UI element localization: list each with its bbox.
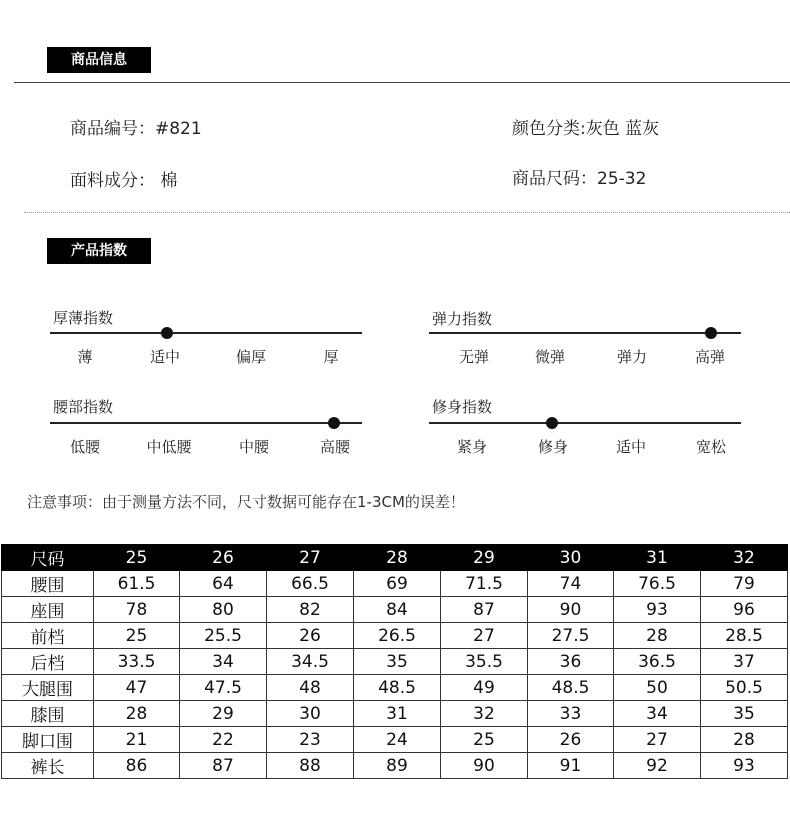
scale-label: 弹力: [616, 348, 647, 366]
scale-label: 微弹: [534, 348, 565, 366]
measure-value-cell: 25.5: [180, 623, 267, 649]
measure-value-cell: 86: [94, 753, 180, 779]
scale-line: [50, 422, 362, 424]
scale-label: 适中: [149, 348, 180, 366]
scale-label: 修身: [537, 438, 568, 456]
measure-value-cell: 66.5: [267, 571, 354, 597]
size-header-cell: 28: [354, 545, 441, 571]
measure-value-cell: 27.5: [528, 623, 614, 649]
scale-title: 厚薄指数: [53, 309, 114, 327]
measure-name-cell: 裤长: [2, 753, 94, 779]
table-row: [2, 597, 788, 623]
measure-value-cell: 49: [441, 675, 528, 701]
measure-value-cell: 36.5: [614, 649, 701, 675]
measure-value-cell: 89: [354, 753, 441, 779]
measure-value-cell: 82: [267, 597, 354, 623]
measure-value-cell: 93: [614, 597, 701, 623]
table-row: [2, 727, 788, 753]
measure-value-cell: 48.5: [528, 675, 614, 701]
scale-label: 高腰: [319, 438, 350, 456]
measure-name-cell: 脚口围: [2, 727, 94, 753]
measure-value-cell: 26: [528, 727, 614, 753]
color-options: 颜色分类:灰色 蓝灰: [512, 119, 660, 139]
measure-value-cell: 28.5: [701, 623, 788, 649]
measure-value-cell: 34: [614, 701, 701, 727]
measure-value-cell: 87: [180, 753, 267, 779]
table-row: [2, 753, 788, 779]
scale-line: [429, 332, 741, 334]
measure-value-cell: 27: [614, 727, 701, 753]
measure-name-cell: 前档: [2, 623, 94, 649]
size-header-cell: 29: [441, 545, 528, 571]
measure-value-cell: 33: [528, 701, 614, 727]
measure-value-cell: 50: [614, 675, 701, 701]
scale-marker: [705, 327, 717, 339]
measure-value-cell: 33.5: [94, 649, 180, 675]
measure-value-cell: 69: [354, 571, 441, 597]
measure-value-cell: 37: [701, 649, 788, 675]
measure-value-cell: 92: [614, 753, 701, 779]
measure-value-cell: 34: [180, 649, 267, 675]
measure-value-cell: 25: [94, 623, 180, 649]
measure-value-cell: 78: [94, 597, 180, 623]
measure-name-cell: 座围: [2, 597, 94, 623]
measure-value-cell: 34.5: [267, 649, 354, 675]
size-header-cell: 25: [94, 545, 180, 571]
measure-value-cell: 27: [441, 623, 528, 649]
measure-value-cell: 28: [701, 727, 788, 753]
measure-value-cell: 91: [528, 753, 614, 779]
scale-label: 高弹: [694, 348, 725, 366]
measure-value-cell: 48: [267, 675, 354, 701]
measure-value-cell: 29: [180, 701, 267, 727]
product-code: 商品编号：#821: [70, 119, 202, 139]
product-index-tag: 产品指数: [47, 238, 151, 264]
measurement-note: 注意事项：由于测量方法不同，尺寸数据可能存在1-3CM的误差！: [27, 493, 465, 511]
size-header-cell: 31: [614, 545, 701, 571]
size-table: [1, 544, 788, 779]
scale-title: 腰部指数: [53, 398, 114, 416]
table-row: [2, 675, 788, 701]
measure-value-cell: 90: [528, 597, 614, 623]
measure-value-cell: 79: [701, 571, 788, 597]
fabric-composition: 面料成分： 棉: [70, 171, 178, 191]
scale-label: 紧身: [456, 438, 487, 456]
scale-label: 厚: [323, 348, 339, 366]
measure-value-cell: 35.5: [441, 649, 528, 675]
scale-marker: [161, 327, 173, 339]
size-header-cell: 27: [267, 545, 354, 571]
measure-value-cell: 36: [528, 649, 614, 675]
section-divider: [14, 82, 790, 83]
scale-label: 低腰: [69, 438, 100, 456]
table-row: [2, 649, 788, 675]
measure-value-cell: 32: [441, 701, 528, 727]
scale-label: 宽松: [695, 438, 726, 456]
measure-name-cell: 膝围: [2, 701, 94, 727]
measure-value-cell: 26.5: [354, 623, 441, 649]
measure-name-cell: 后档: [2, 649, 94, 675]
scale-line: [50, 332, 362, 334]
scale-label: 无弹: [458, 348, 489, 366]
scale-label: 中腰: [238, 438, 269, 456]
measure-value-cell: 87: [441, 597, 528, 623]
measure-value-cell: 64: [180, 571, 267, 597]
dotted-divider: [24, 212, 790, 213]
scale-title: 修身指数: [432, 398, 493, 416]
measure-value-cell: 47.5: [180, 675, 267, 701]
measure-value-cell: 84: [354, 597, 441, 623]
measure-name-cell: 大腿围: [2, 675, 94, 701]
size-header-cell: 26: [180, 545, 267, 571]
measure-value-cell: 76.5: [614, 571, 701, 597]
measure-value-cell: 22: [180, 727, 267, 753]
size-header-cell: 32: [701, 545, 788, 571]
scale-marker: [328, 417, 340, 429]
measure-value-cell: 48.5: [354, 675, 441, 701]
size-header-cell: 30: [528, 545, 614, 571]
measure-value-cell: 24: [354, 727, 441, 753]
scale-label: 薄: [77, 348, 93, 366]
measure-value-cell: 25: [441, 727, 528, 753]
measure-value-cell: 80: [180, 597, 267, 623]
measure-value-cell: 28: [94, 701, 180, 727]
measure-value-cell: 30: [267, 701, 354, 727]
measure-value-cell: 61.5: [94, 571, 180, 597]
size-range: 商品尺码：25-32: [512, 169, 647, 189]
table-row: [2, 701, 788, 727]
scale-label: 偏厚: [235, 348, 266, 366]
measure-value-cell: 26: [267, 623, 354, 649]
size-header-label: 尺码: [2, 545, 94, 571]
scale-line: [429, 422, 741, 424]
measure-value-cell: 50.5: [701, 675, 788, 701]
measure-value-cell: 28: [614, 623, 701, 649]
table-row: [2, 623, 788, 649]
measure-value-cell: 93: [701, 753, 788, 779]
scale-title: 弹力指数: [432, 310, 493, 328]
measure-value-cell: 74: [528, 571, 614, 597]
measure-value-cell: 21: [94, 727, 180, 753]
measure-value-cell: 23: [267, 727, 354, 753]
measure-value-cell: 96: [701, 597, 788, 623]
measure-value-cell: 31: [354, 701, 441, 727]
measure-value-cell: 71.5: [441, 571, 528, 597]
measure-value-cell: 90: [441, 753, 528, 779]
measure-value-cell: 35: [701, 701, 788, 727]
scale-label: 中低腰: [146, 438, 192, 456]
scale-label: 适中: [615, 438, 646, 456]
measure-name-cell: 腰围: [2, 571, 94, 597]
measure-value-cell: 88: [267, 753, 354, 779]
measure-value-cell: 35: [354, 649, 441, 675]
table-header-row: [2, 545, 788, 571]
product-info-tag: 商品信息: [47, 47, 151, 73]
measure-value-cell: 47: [94, 675, 180, 701]
scale-marker: [546, 417, 558, 429]
table-row: [2, 571, 788, 597]
